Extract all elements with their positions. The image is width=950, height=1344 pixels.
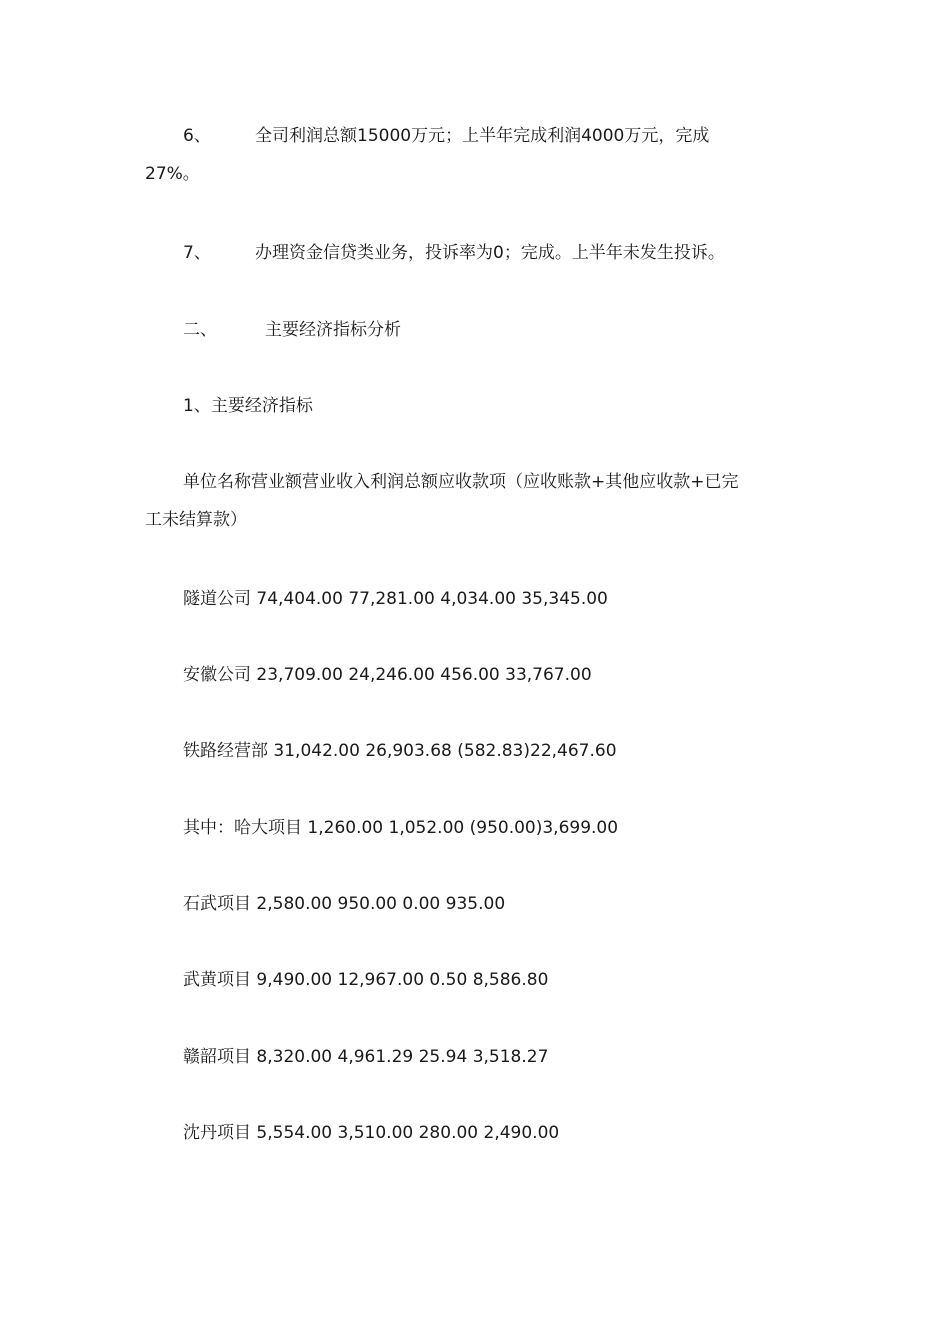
section-title: 主要经济指标分析 <box>265 320 401 340</box>
table-row <box>145 961 805 999</box>
item-text: 全司利润总额15000万元；上半年完成利润4000万元，完成 <box>255 126 710 146</box>
subsection-title: 1、主要经济指标 <box>183 396 313 416</box>
table-header-line2: 工未结算款） <box>145 510 247 530</box>
row-text: 铁路经营部 31,042.00 26,903.68 (582.83)22,467.60 <box>183 741 617 761</box>
table-row <box>145 732 805 770</box>
item-number: 7、 <box>183 243 211 263</box>
table-row <box>145 809 805 847</box>
row-text: 安徽公司 23,709.00 24,246.00 456.00 33,767.00 <box>183 665 592 685</box>
row-text: 沈丹项目 5,554.00 3,510.00 280.00 2,490.00 <box>183 1123 560 1143</box>
row-text: 其中：哈大项目 1,260.00 1,052.00 (950.00)3,699.00 <box>183 818 619 838</box>
item-number: 6、 <box>183 126 211 146</box>
table-row <box>145 1114 805 1152</box>
item-text: 办理资金信贷类业务，投诉率为0；完成。上半年未发生投诉。 <box>255 243 725 263</box>
table-row <box>145 580 805 618</box>
table-row <box>145 885 805 923</box>
row-text: 赣韶项目 8,320.00 4,961.29 25.94 3,518.27 <box>183 1047 549 1067</box>
table-row <box>145 1038 805 1076</box>
section-number: 二、 <box>183 320 217 340</box>
section-heading <box>145 311 805 349</box>
table-header-line1: 单位名称营业额营业收入利润总额应收款项（应收账款+其他应收款+已完 <box>183 472 739 492</box>
table-header <box>145 463 805 539</box>
row-text: 隧道公司 74,404.00 77,281.00 4,034.00 35,345.00 <box>183 589 608 609</box>
item-7 <box>145 234 805 272</box>
item-6 <box>145 117 805 193</box>
subsection-heading <box>145 387 805 425</box>
row-text: 武黄项目 9,490.00 12,967.00 0.50 8,586.80 <box>183 970 549 990</box>
row-text: 石武项目 2,580.00 950.00 0.00 935.00 <box>183 894 506 914</box>
item-text-continuation: 27%。 <box>145 164 200 184</box>
table-row <box>145 656 805 694</box>
